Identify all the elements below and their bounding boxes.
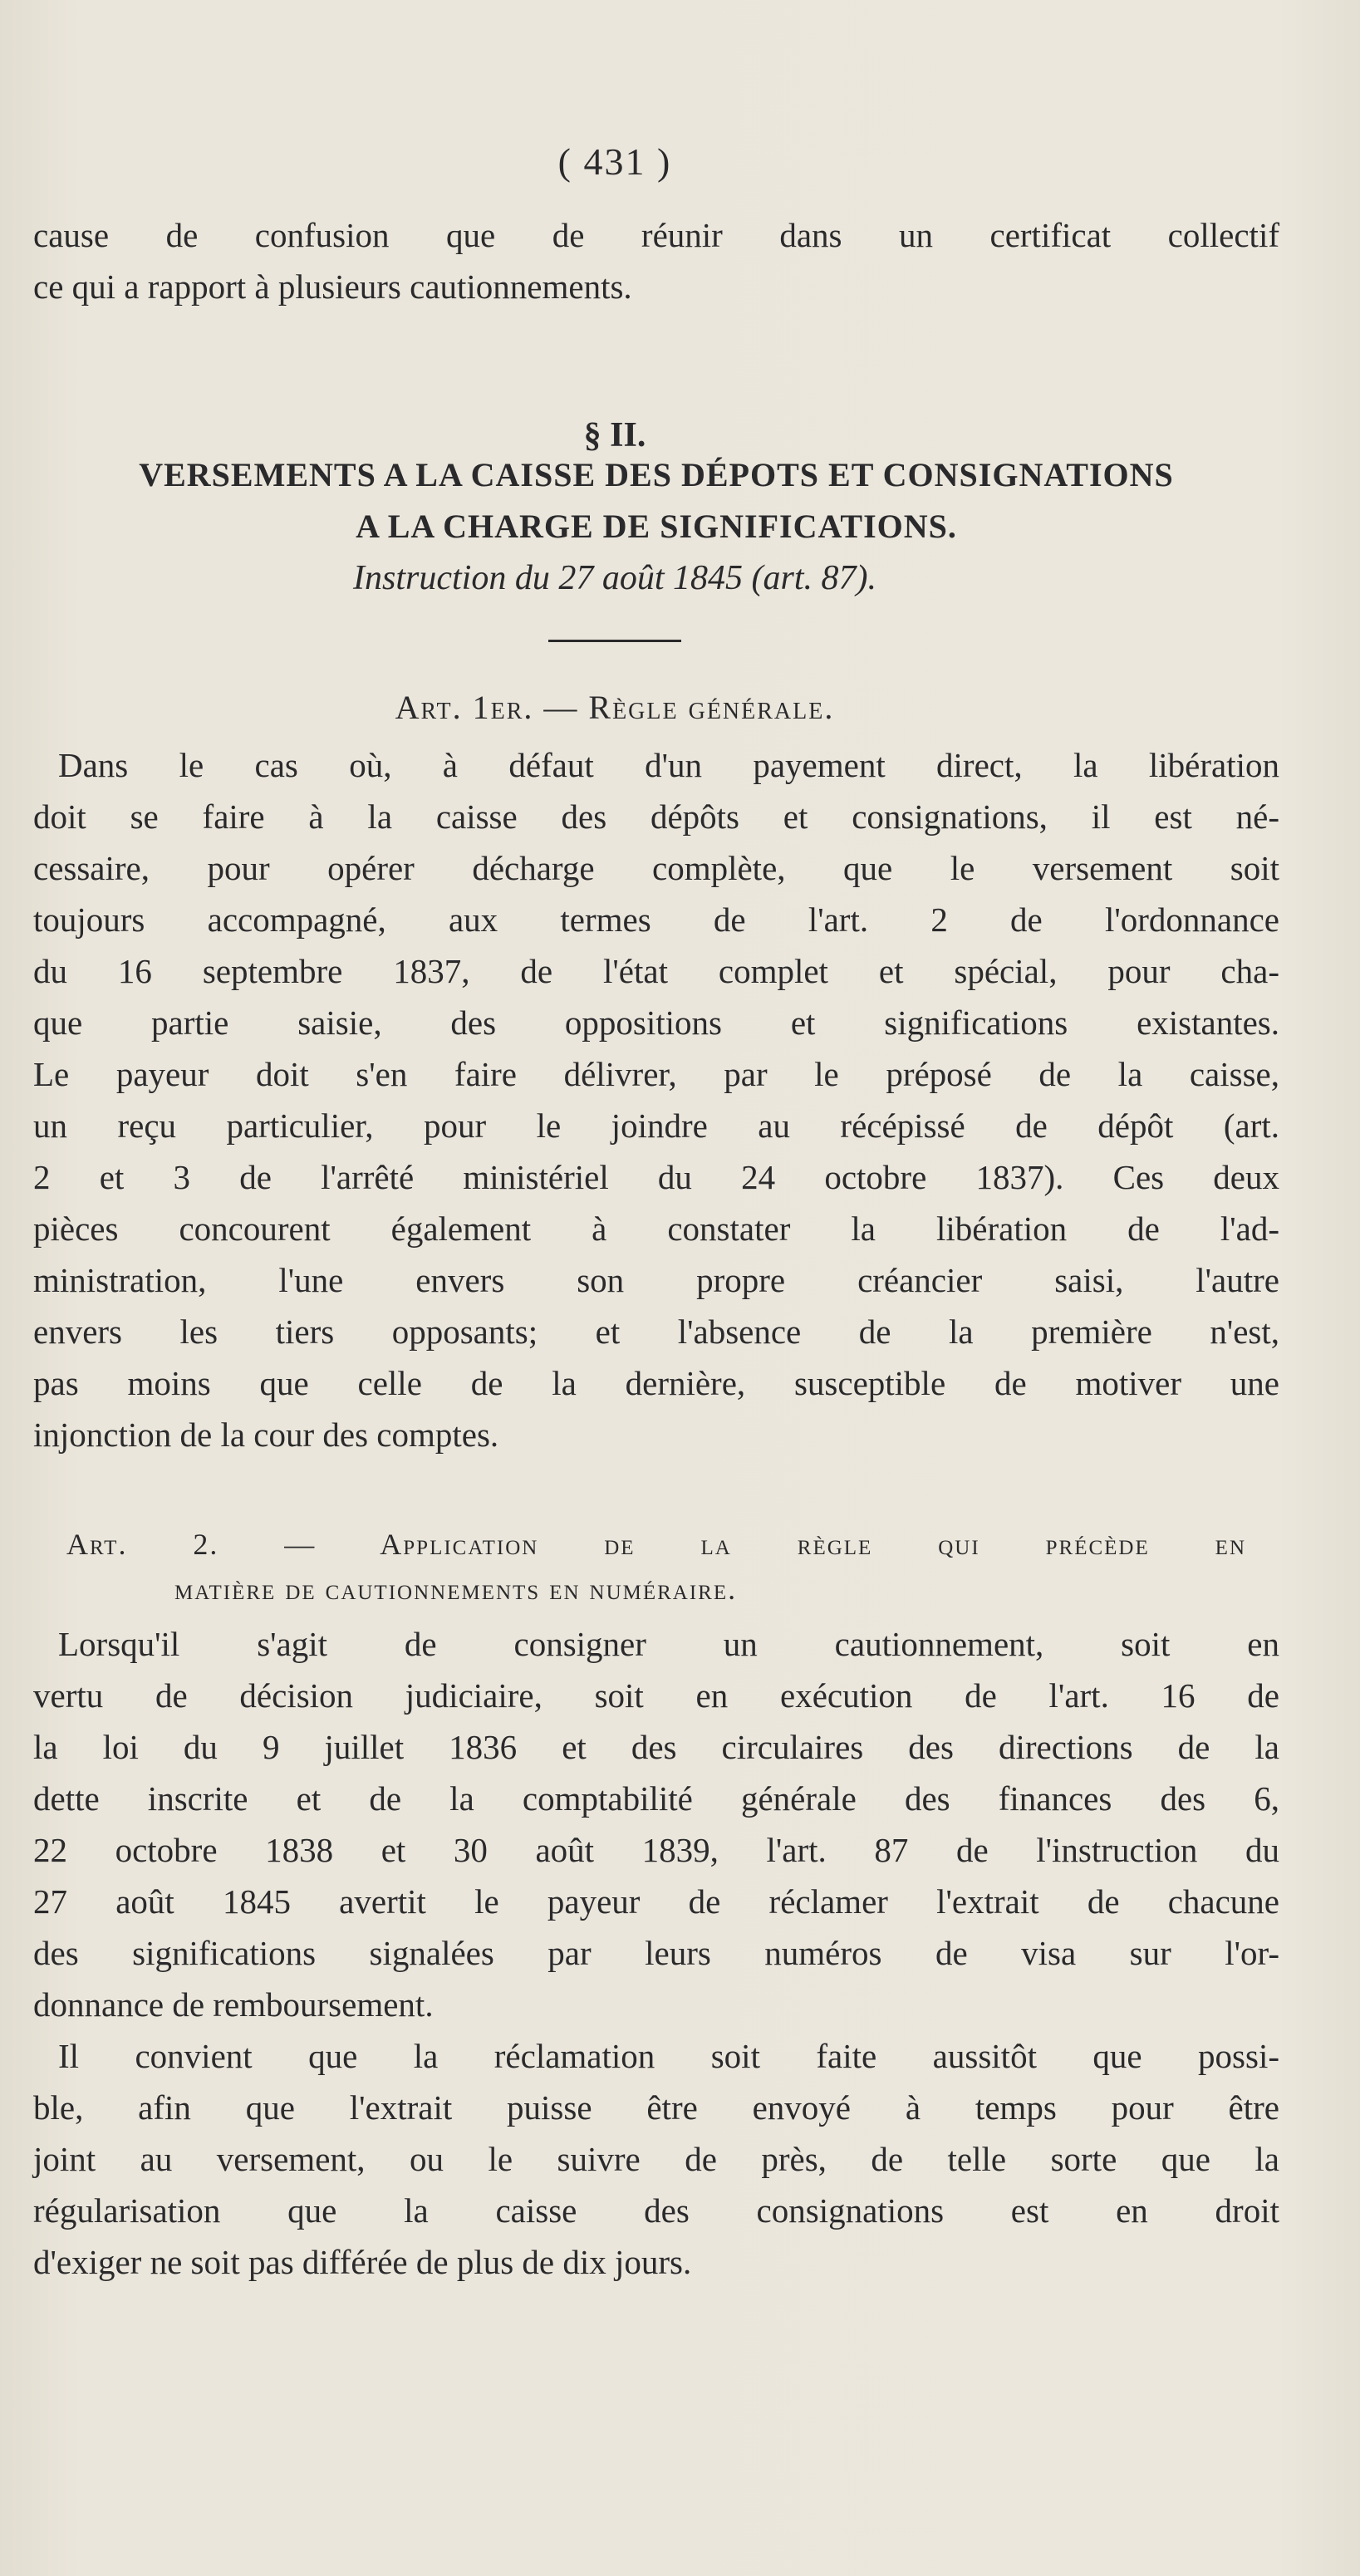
intro-line: ce qui a rapport à plusieurs cautionnements. [33,267,632,306]
section-title-line-1: VERSEMENTS A LA CAISSE DES DÉPOTS ET CONSIGNATIONS [139,456,1174,493]
page-number: ( 431 ) [557,140,672,183]
body-line: que partie saisie, des oppositions et significations existantes. [33,1003,1279,1042]
article-1-heading: Art. 1er. — Règle générale. [395,689,835,726]
article-2-paragraph-2 [33,2030,1279,2288]
body-line: donnance de remboursement. [33,1985,434,2024]
body-line: la loi du 9 juillet 1836 et des circulaires des directions de la [33,1728,1279,1766]
body-line: 27 août 1845 avertit le payeur de réclamer l'extrait de chacune [33,1882,1279,1921]
body-line: ministration, l'une envers son propre créancier saisi, l'autre [33,1261,1279,1299]
divider-rule [548,640,681,642]
body-line: ble, afin que l'extrait puisse être envoyé à temps pour être [33,2088,1279,2127]
section-number: § II. [583,416,646,454]
body-line: cessaire, pour opérer décharge complète, que le versement soit [33,849,1279,887]
body-line: joint au versement, ou le suivre de près, de telle sorte que la [33,2140,1279,2178]
article-2-heading [66,1522,1246,1612]
body-line: toujours accompagné, aux termes de l'art. 2 de l'ordonnance [33,900,1279,939]
body-line: 22 octobre 1838 et 30 août 1839, l'art. 87 de l'instruction du [33,1831,1279,1869]
body-line: Il convient que la réclamation soit faite aussitôt que possi- [58,2037,1279,2075]
article-2-heading-line-2: matière de cautionnements en numéraire. [174,1573,738,1606]
body-line: régularisation que la caisse des consignations est en droit [33,2191,1279,2230]
article-1-body [33,739,1279,1460]
body-line: un reçu particulier, pour le joindre au récépissé de dépôt (art. [33,1106,1279,1145]
article-2-heading-line-1: Art. 2. — Application de la règle qui précède en [66,1528,1246,1561]
body-line: dette inscrite et de la comptabilité générale des finances des 6, [33,1779,1279,1818]
body-line: Lorsqu'il s'agit de consigner un cautionnement, soit en [58,1625,1279,1663]
body-line: pièces concourent également à constater la libération de l'ad- [33,1209,1279,1248]
body-line: injonction de la cour des comptes. [33,1416,499,1454]
body-line: du 16 septembre 1837, de l'état complet et spécial, pour cha- [33,952,1279,990]
section-title-line-2: A LA CHARGE DE SIGNIFICATIONS. [356,508,957,545]
article-2-paragraph-1 [33,1618,1279,2030]
body-line: vertu de décision judiciaire, soit en exécution de l'art. 16 de [33,1676,1279,1715]
body-line: des significations signalées par leurs numéros de visa sur l'or- [33,1934,1279,1972]
body-line: envers les tiers opposants; et l'absence de la première n'est, [33,1313,1279,1351]
body-line: 2 et 3 de l'arrêté ministériel du 24 octobre 1837). Ces deux [33,1158,1279,1196]
body-line: pas moins que celle de la dernière, susceptible de motiver une [33,1364,1279,1402]
intro-text [33,209,1279,312]
body-line: d'exiger ne soit pas différée de plus de dix jours. [33,2243,692,2281]
intro-line: cause de confusion que de réunir dans un certificat collectif [33,216,1279,254]
body-line: Le payeur doit s'en faire délivrer, par le préposé de la caisse, [33,1055,1279,1093]
body-line: Dans le cas où, à défaut d'un payement direct, la libération [58,746,1279,784]
instruction-reference: Instruction du 27 août 1845 (art. 87). [353,559,876,597]
body-line: doit se faire à la caisse des dépôts et consignations, il est né- [33,797,1279,836]
